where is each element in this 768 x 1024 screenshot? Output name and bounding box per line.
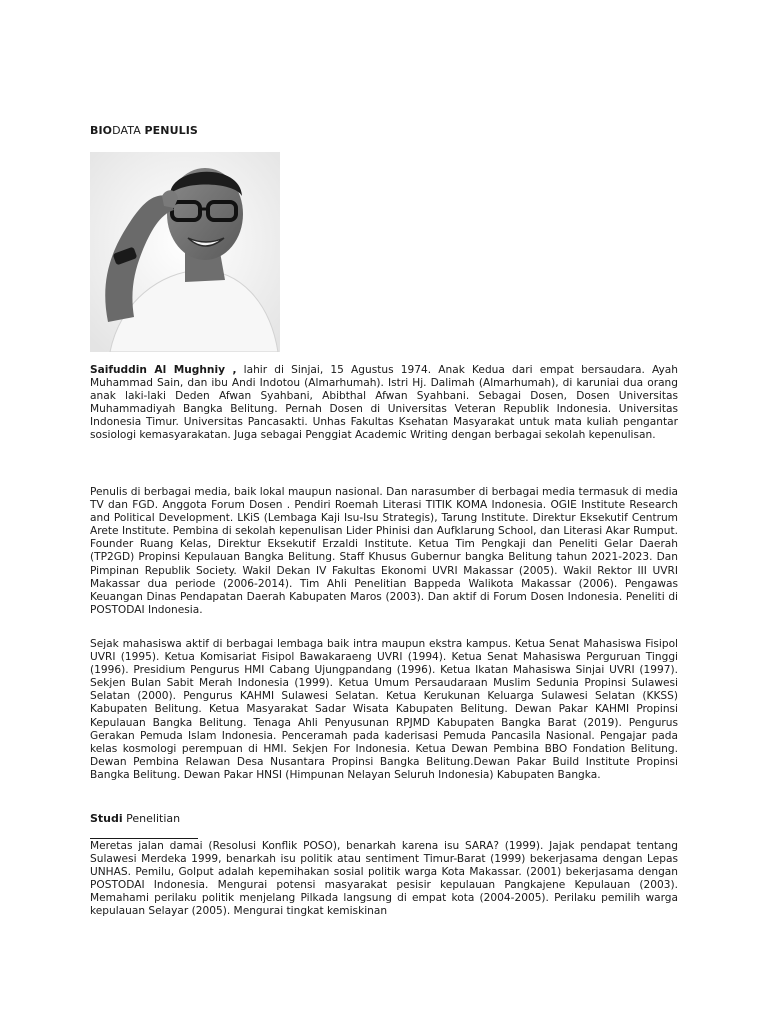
page-title (90, 124, 198, 137)
author-name: Saifuddin Al Mughniy , (90, 364, 237, 376)
studi-bold: Studi (90, 812, 123, 825)
studi-normal: Penelitian (122, 812, 181, 825)
bio-paragraph-2: Penulis di berbagai media, baik lokal maupun nasional. Dan narasumber di berbagai media termasuk di media TV dan FGD. Anggota Forum Dosen . Pendiri Roemah Literasi TITIK KOMA Indonesia. OGIE Institute Research and Political Development. LKiS (Lembaga Kaji Isu-Isu Strategis), Tarung Institute. Direktur Eksekutif Centrum Arete Institute. Pembina di sekolah kepenulisan Lider Phinisi dan Aufklarung School, dan Literasi Akar Rumput. Founder Ruang Kelas, Direktur Eksekutif Erzaldi Institute. Ketua Tim Pengkaji dan Peneliti Gelar Daerah (TP2GD) Propinsi Kepulauan Bangka Belitung. Staff Khusus Gubernur bangka Belitung tahun 2021-2023. Dan Pimpinan Republik Society. Wakil Dekan IV Fakultas Ekonomi UVRI Makassar (2005). Wakil Rektor III UVRI Makassar dua periode (2006-2014). Tim Ahli Penelitian Bappeda Walikota Makassar (2006). Pengawas Keuangan Dinas Pendapatan Daerah Kabupaten Maros (2003). Dan aktif di Forum Dosen Indonesia. Peneliti di POSTODAI Indonesia. (90, 486, 678, 616)
title-normal: DATA (112, 124, 145, 137)
bio-paragraph-3: Sejak mahasiswa aktif di berbagai lembaga baik intra maupun ekstra kampus. Ketua Senat Mahasiswa Fisipol UVRI (1995). Ketua Komisariat Fisipol Bawakaraeng UVRI (1994). Ketua Senat Mahasiswa Perguruan Tinggi (1996). Presidium Pengurus HMI Cabang Ujungpandang (1996). Ketua Ikatan Mahasiswa Sinjai UVRI (1997). Sekjen Bulan Sabit Merah Indonesia (1999). Ketua Umum Persaudaraan Muslim Sedunia Propinsi Sulawesi Selatan (2000). Pengurus KAHMI Sulawesi Selatan. Ketua Kerukunan Keluarga Sulawesi Selatan (KKSS) Kabupaten Belitung. Ketua Masyarakat Sadar Wisata Kabupaten Belitung. Dewan Pakar KAHMI Propinsi Kepulauan Bangka Belitung. Tenaga Ahli Penyusunan RPJMD Kabupaten Bangka Barat (2019). Pengurus Gerakan Pemuda Islam Indonesia. Penceramah pada kaderisasi Pemuda Pancasila Nasional. Pengajar pada kelas kosmologi perempuan di HMI. Sekjen For Indonesia. Ketua Dewan Pembina BBO Fondation Belitung. Dewan Pembina Relawan Desa Nusantara Propinsi Bangka Belitung.Dewan Pakar Build Institute Propinsi Bangka Belitung. Dewan Pakar HNSI (Himpunan Nelayan Seluruh Indonesia) Kabupaten Bangka. (90, 638, 678, 781)
title-bold-prefix: BIO (90, 124, 113, 137)
title-bold-suffix: PENULIS (144, 124, 198, 137)
bio-paragraph-1 (90, 364, 678, 443)
author-portrait-image (90, 152, 280, 352)
author-photo (90, 152, 280, 352)
section-divider (90, 838, 198, 839)
research-paragraph: Meretas jalan damai (Resolusi Konflik POSO), benarkah karena isu SARA? (1999). Jajak pendapat tentang Sulawesi Merdeka 1999, benarkah isu politik atau sentiment Timur-Barat (1999) bekerjasama dengan Lepas UNHAS. Pemilu, Golput adalah kepemihakan sosial politik warga Kota Makassar. (2001) bekerjasama dengan POSTODAI Indonesia. Mengurai potensi masyarakat pesisir kepulauan Pangkajene Kepulauan (2003). Memahami perilaku politik menjelang Pilkada langsung di empat kota (2004-2005). Perilaku pemilih warga kepulauan Selayar (2005). Mengurai tingkat kemiskinan (90, 840, 678, 918)
bio-paragraph-1-text: lahir di Sinjai, 15 Agustus 1974. Anak Kedua dari empat bersaudara. Ayah Muhammad Sain, dan ibu Andi Indotou (Almarhumah). Istri Hj. Dalimah (Almarhumah), di karuniai dua orang anak laki-laki Deden Afwan Syahbani, Abibthal Afwan Syahbani. Sebagai Dosen, Dosen Universitas Muhammadiyah Bangka Belitung. Pernah Dosen di Universitas Veteran Republik Indonesia. Universitas Indonesia Timur. Universitas Pancasakti. Unhas Fakultas Ksehatan Masyarakat untuk mata kuliah pengantar sosiologi kemasyarakatan. Juga sebagai Penggiat Academic Writing dengan berbagai sekolah kepenulisan. (90, 364, 678, 442)
section-heading-studi (90, 812, 180, 825)
